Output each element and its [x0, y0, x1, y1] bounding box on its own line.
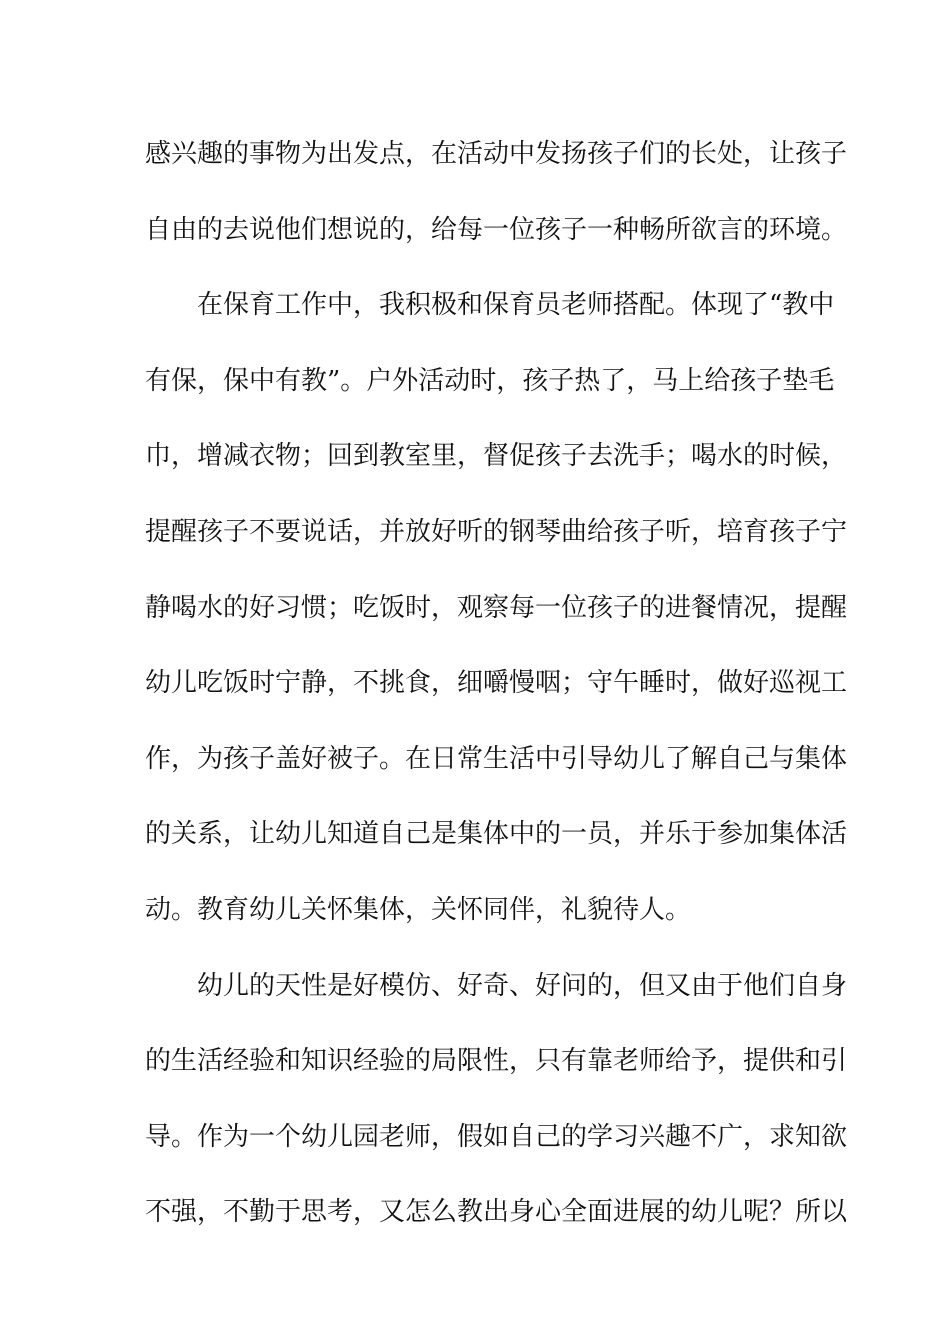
text-line: 感兴趣的事物为出发点，在活动中发扬孩子们的长处，让孩子 — [145, 139, 848, 169]
text-line: 作，为孩子盖好被子。在日常生活中引导幼儿了解自己与集体 — [145, 743, 848, 774]
text-line: 静喝水的好习惯；吃饭时，观察每一位孩子的进餐情况，提醒 — [145, 592, 848, 623]
body-text — [145, 130, 848, 1264]
paragraph-first-line: 在保育工作中，我积极和保育员老师搭配。体现了“教中 — [197, 290, 835, 321]
text-line: 提醒孩子不要说话，并放好听的钢琴曲给孩子听，培育孩子宁 — [145, 516, 848, 547]
text-line: 的关系，让幼儿知道自己是集体中的一员，并乐于参加集体活 — [145, 819, 848, 850]
text-line: 不强，不勤于思考，又怎么教出身心全面进展的幼儿呢？所以 — [145, 1197, 848, 1228]
text-line: 自由的去说他们想说的，给每一位孩子一种畅所欲言的环境。 — [145, 214, 848, 245]
text-line: 有保，保中有教”。户外活动时，孩子热了，马上给孩子垫毛 — [145, 365, 835, 396]
text-line: 的生活经验和知识经验的局限性，只有靠老师给予，提供和引 — [145, 1046, 848, 1077]
text-line: 幼儿吃饭时宁静，不挑食，细嚼慢咽；守午睡时，做好巡视工 — [145, 668, 848, 699]
text-line: 导。作为一个幼儿园老师，假如自己的学习兴趣不广，求知欲 — [145, 1121, 848, 1152]
text-line: 动。教育幼儿关怀集体，关怀同伴，礼貌待人。 — [145, 894, 692, 925]
text-line: 巾，增减衣物；回到教室里，督促孩子去洗手；喝水的时候， — [145, 441, 848, 472]
paragraph-first-line: 幼儿的天性是好模仿、好奇、好问的，但又由于他们自身 — [197, 970, 848, 1001]
